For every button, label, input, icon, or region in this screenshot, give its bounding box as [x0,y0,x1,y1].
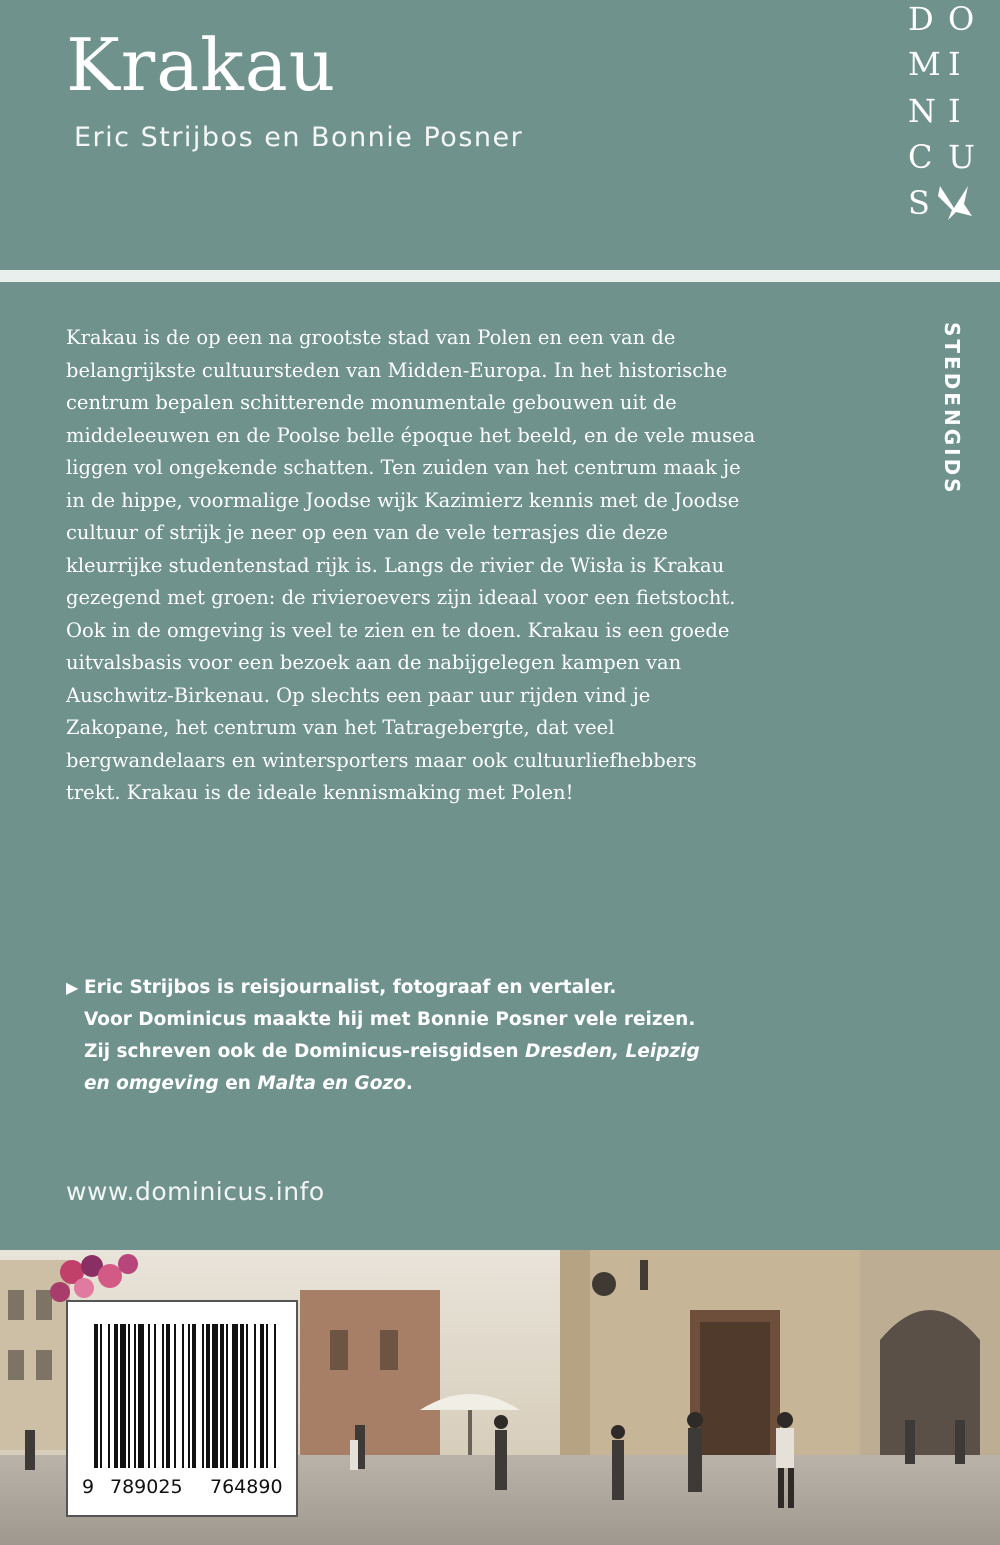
barcode-bar [108,1324,110,1468]
logo-row: D O [908,0,975,38]
barcode-bar [192,1324,196,1468]
logo-row: N I [908,92,961,130]
logo-row: S [908,184,930,222]
barcode-bar [240,1324,244,1468]
barcode-bar [100,1324,102,1468]
barcode-bars [68,1302,296,1472]
barcode-bar [182,1324,184,1468]
barcode-bar [94,1324,98,1468]
barcode [66,1300,298,1517]
barcode-bar [188,1324,190,1468]
isbn-group: 764890 [210,1476,283,1498]
barcode-bar [174,1324,176,1468]
logo-row: C U [908,138,975,176]
cover-header [0,0,1000,270]
barcode-bar [128,1324,130,1468]
isbn-prefix: 9 [82,1476,95,1498]
book-authors: Eric Strijbos en Bonnie Posner [74,122,524,153]
bio-line: en omgeving en Malta en Gozo. [84,1073,413,1094]
barcode-bar [202,1324,204,1468]
barcode-bar [148,1324,150,1468]
barcode-bar [212,1324,218,1468]
barcode-bar [254,1324,256,1468]
barcode-bar [166,1324,170,1468]
bio-line: Eric Strijbos is reisjournalist, fotograaf en vertaler. [84,977,617,998]
book-title: Krakau [66,23,337,107]
header-divider [0,270,1000,282]
bio-line: Voor Dominicus maakte hij met Bonnie Posner vele reizen. [84,1009,696,1030]
barcode-bar [138,1324,144,1468]
barcode-bar [246,1324,248,1468]
barcode-bar [220,1324,224,1468]
barcode-bar [232,1324,238,1468]
swallow-icon [934,182,974,222]
barcode-bar [120,1324,126,1468]
series-label: STEDENGIDS [940,322,964,496]
bio-line: Zij schreven ook de Dominicus-reisgidsen Dresden, Leipzig [84,1041,700,1062]
barcode-bar [260,1324,264,1468]
bio-lines [84,972,764,1100]
logo-row: M I [908,45,961,83]
barcode-bar [226,1324,228,1468]
barcode-bar [162,1324,164,1468]
publisher-website: www.dominicus.info [66,1177,325,1206]
publisher-logo [900,0,990,230]
description-paragraph: Krakau is de op een na grootste stad van Polen en een van de belangrijkste cultuursteden van Midden-Europa. In het historische centrum bepalen schitterende monumentale gebouwen uit de middeleeuwen en de Poolse belle époque het beeld, en de vele musea liggen vol ongekende schatten. Ten zuiden van het centrum maak je in de hippe, voormalige Joodse wijk Kazimierz kennis met de Joodse cultuur of strijk je neer op een van de vele terrasjes die deze kleurrijke studentenstad rijk is. Langs de rivier de Wisła is Krakau gezegend met groen: de rivieroevers zijn ideaal voor een fietstocht. [66,326,756,609]
triangle-right-icon: ▶ [66,978,79,997]
barcode-bar [134,1324,136,1468]
isbn-digits [68,1472,300,1502]
barcode-bar [274,1324,276,1468]
barcode-bar [114,1324,118,1468]
barcode-bar [154,1324,156,1468]
description-paragraph: Ook in de omgeving is veel te zien en te doen. Krakau is een goede uitvalsbasis voor een bezoek aan de nabijgelegen kampen van Auschwitz-Birkenau. Op slechts een paar uur rijden vind je Zakopane, het centrum van het Tatragebergte, dat veel bergwandelaars en wintersporters maar ook cultuurliefhebbers trekt. Krakau is de ideale kennismaking met Polen! [66,618,730,804]
isbn-group: 789025 [110,1476,183,1498]
book-description [66,322,756,810]
barcode-bar [206,1324,210,1468]
barcode-bar [266,1324,268,1468]
